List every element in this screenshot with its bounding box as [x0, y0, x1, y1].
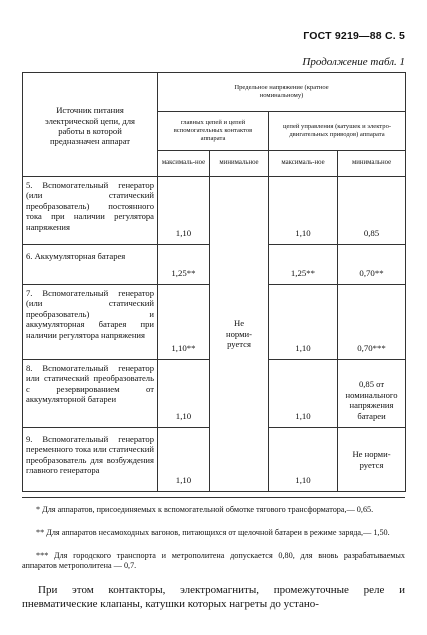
source-cell: 7. Вспомогательный генератор (или статический преобразователь) и аккумуляторная батарея при наличии регулятора напряжения [23, 285, 158, 360]
main-circuits-header: главных цепей и цепей вспомогательных контактов аппарата [158, 112, 269, 151]
footnote-1: * Для аппаратов, присоединяемых к вспомогательной обмотке тягового трансформатора,— 0,65. [36, 505, 374, 514]
main-max-cell: 1,10 [158, 360, 210, 428]
ctrl-max-cell: 1,10 [269, 428, 338, 492]
control-circuits-header: цепей управления (катушек и электро-двигательных приводов) аппарата [269, 112, 406, 151]
voltage-limits-table [22, 72, 406, 492]
ctrl-min-cell: 0,85 от номинального напряжения батареи [338, 360, 406, 428]
source-column-header: Источник питания электрической цепи, для работы в которой предназначен аппарат [23, 73, 158, 177]
ctrl-max-cell: 1,25** [269, 245, 338, 285]
source-cell: 8. Вспомогательный генератор или статический преобразователь с резервированием от аккумуляторной батареи [23, 360, 158, 428]
ctrl-max-cell: 1,10 [269, 360, 338, 428]
source-cell: 5. Вспомогательный генератор (или статический преобразователь) постоянного тока при наличии регулятора напряжения [23, 177, 158, 245]
voltage-limit-header: Предельное напряжение (кратное номинальному) [158, 73, 406, 112]
source-cell: 9. Вспомогательный генератор переменного тока или статический преобразователь для возбуждения главного генератора [23, 428, 158, 492]
main-min-subheader: минимальное [210, 151, 269, 177]
table-continuation-label: Продолжение табл. 1 [302, 56, 405, 68]
main-max-subheader: максималь-ное [158, 151, 210, 177]
ctrl-max-subheader: максималь-ное [269, 151, 338, 177]
ctrl-min-subheader: минимальное [338, 151, 406, 177]
main-max-cell: 1,10 [158, 177, 210, 245]
ctrl-max-cell: 1,10 [269, 285, 338, 360]
footnote-3: *** Для городского транспорта и метрополитена допускается 0,80, для вновь разрабатываемых аппаратов метрополитена — 0,7. [22, 551, 405, 570]
footnote-2: ** Для аппаратов несамоходных вагонов, питающихся от щелочной батареи в режиме заряда,— 1,50. [36, 528, 390, 537]
main-max-cell: 1,25** [158, 245, 210, 285]
ctrl-min-cell: 0,85 [338, 177, 406, 245]
main-max-cell: 1,10 [158, 428, 210, 492]
source-cell: 6. Аккумуляторная батарея [23, 245, 158, 285]
ctrl-min-cell: Не норми-руется [338, 428, 406, 492]
body-paragraph: При этом контакторы, электромагниты, промежуточные реле и пневматические клапаны, катушки которых нагреты до устано- [22, 584, 405, 610]
footnote-divider [22, 497, 405, 498]
ctrl-min-cell: 0,70*** [338, 285, 406, 360]
main-max-cell: 1,10** [158, 285, 210, 360]
main-min-cell: Не норми-руется [210, 177, 269, 492]
ctrl-max-cell: 1,10 [269, 177, 338, 245]
ctrl-min-cell: 0,70** [338, 245, 406, 285]
table-row [23, 177, 406, 245]
page-header-standard: ГОСТ 9219—88 С. 5 [303, 30, 405, 42]
